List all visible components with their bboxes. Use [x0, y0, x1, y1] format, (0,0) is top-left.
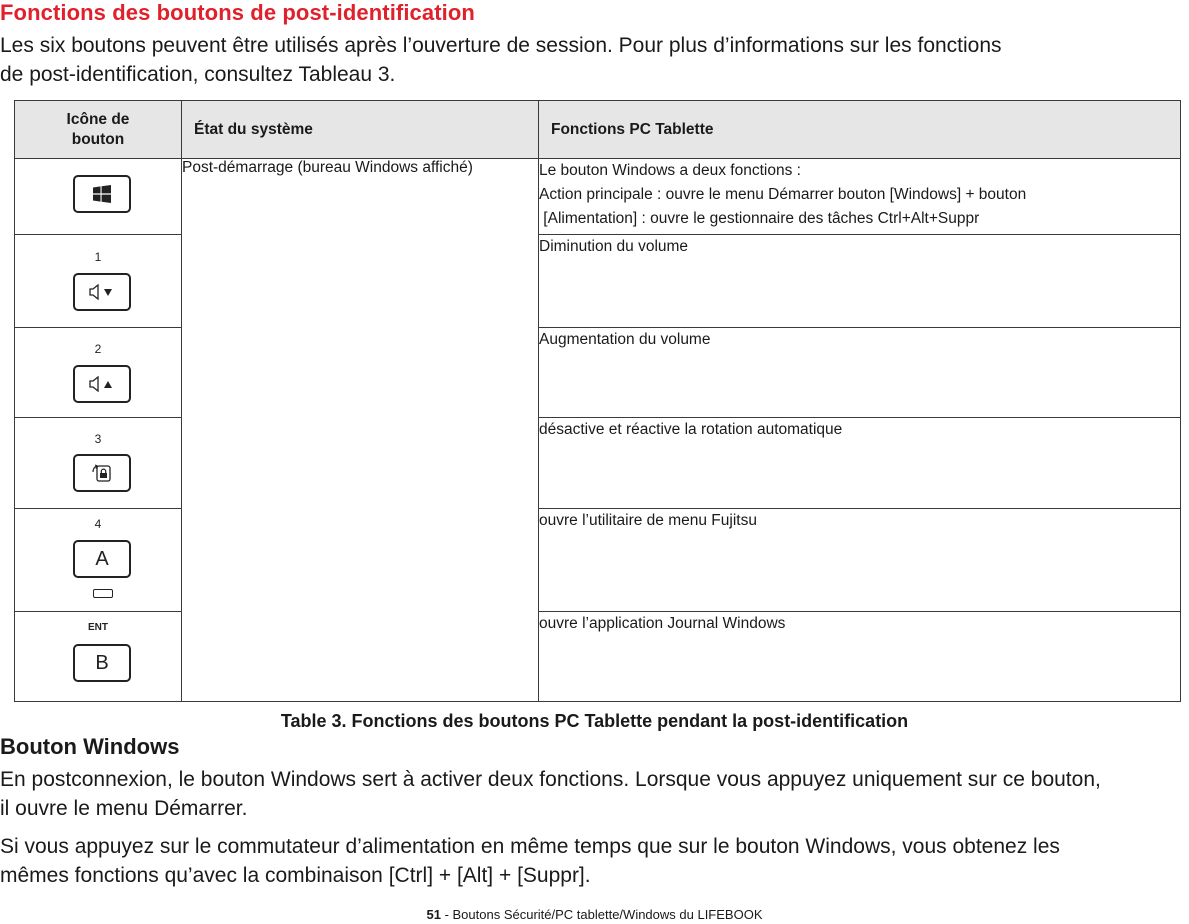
volume-up-icon — [73, 365, 131, 403]
body-line: il ouvre le menu Démarrer. — [0, 797, 248, 820]
function-cell — [539, 235, 1181, 328]
key-b-icon — [73, 644, 131, 682]
header-functions-column: Fonctions PC Tablette — [539, 101, 1181, 159]
key-label: A — [95, 547, 109, 570]
table-caption: Table 3. Fonctions des boutons PC Tablette pendant la post-identification — [280, 711, 909, 731]
button-number: ENT — [88, 622, 108, 633]
section-heading: Fonctions des boutons de post-identification — [0, 0, 475, 25]
body-paragraph — [0, 765, 1189, 823]
function-line: Diminution du volume — [539, 238, 689, 255]
header-icon-column — [15, 101, 182, 159]
function-cell — [539, 159, 1181, 235]
intro-line: Les six boutons peuvent être utilisés après l’ouverture de session. Pour plus d’informations sur les fonctions — [0, 34, 1002, 57]
icon-cell — [15, 418, 182, 509]
function-line: Action principale : ouvre le menu Démarrer bouton [Windows] + bouton — [539, 186, 1027, 203]
body-line: En postconnexion, le bouton Windows sert à activer deux fonctions. Lorsque vous appuyez uniquement sur ce bouton, — [0, 768, 1101, 791]
volume-down-icon — [73, 273, 131, 311]
footer-text: - Boutons Sécurité/PC tablette/Windows du LIFEBOOK — [440, 907, 763, 922]
rotation-lock-icon — [73, 454, 131, 492]
function-line: ouvre l’application Journal Windows — [539, 615, 786, 632]
function-line: Augmentation du volume — [539, 331, 711, 348]
icon-cell — [15, 509, 182, 612]
battery-icon — [93, 589, 113, 598]
page-number: 51 — [426, 907, 441, 922]
header-state-column: État du système — [182, 101, 539, 159]
subsection-title: Bouton Windows — [0, 734, 180, 759]
icon-cell — [15, 612, 182, 702]
function-line: ouvre l’utilitaire de menu Fujitsu — [539, 512, 757, 529]
function-cell — [539, 418, 1181, 509]
button-number: 1 — [94, 250, 102, 264]
body-line: Si vous appuyez sur le commutateur d’alimentation en même temps que sur le bouton Windows, vous obtenez les — [0, 835, 1060, 858]
function-cell — [539, 509, 1181, 612]
key-label: B — [95, 651, 109, 674]
function-line: désactive et réactive la rotation automatique — [539, 421, 843, 438]
icon-cell — [15, 159, 182, 235]
button-number: 3 — [94, 432, 102, 446]
subsection-body — [0, 765, 1189, 899]
function-line: Le bouton Windows a deux fonctions : — [539, 162, 801, 179]
table-header-row — [15, 101, 1181, 159]
button-number: 2 — [94, 342, 102, 356]
key-a-icon — [73, 540, 131, 578]
function-cell — [539, 612, 1181, 702]
header-icon-line: Icône de — [66, 110, 130, 128]
buttons-table — [14, 100, 1181, 702]
icon-cell — [15, 328, 182, 418]
table-row — [15, 159, 1181, 235]
body-line: mêmes fonctions qu’avec la combinaison [Ctrl] + [Alt] + [Suppr]. — [0, 864, 591, 887]
header-icon-line: bouton — [71, 130, 125, 148]
function-line: [Alimentation] : ouvre le gestionnaire des tâches Ctrl+Alt+Suppr — [539, 210, 980, 227]
intro-paragraph — [0, 31, 1130, 89]
function-cell — [539, 328, 1181, 418]
windows-logo-icon — [73, 175, 131, 213]
body-paragraph — [0, 832, 1189, 890]
intro-line: de post-identification, consultez Tableau 3. — [0, 63, 396, 86]
page-footer — [0, 907, 1189, 922]
system-state-cell: Post-démarrage (bureau Windows affiché) — [182, 159, 539, 702]
button-number: 4 — [94, 517, 102, 531]
icon-cell — [15, 235, 182, 328]
